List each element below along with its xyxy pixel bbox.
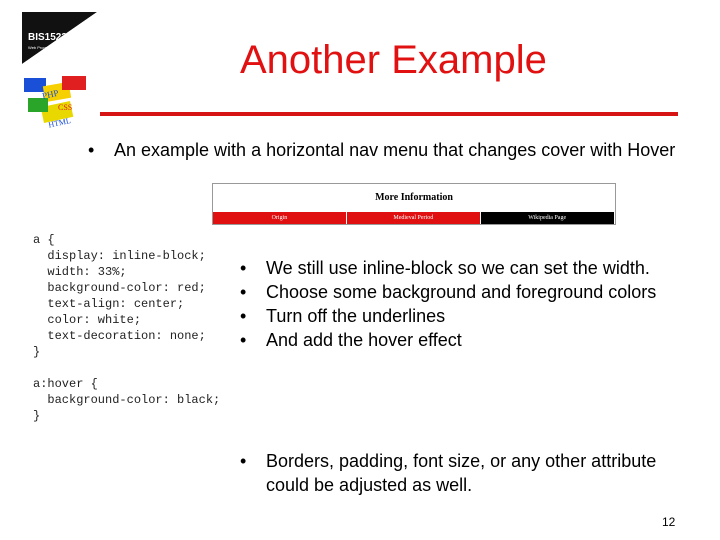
course-logo: [22, 12, 97, 132]
intro-bullet: • An example with a horizontal nav menu that changes cover with Hover: [84, 138, 694, 162]
code-line: background-color: black;: [33, 393, 221, 407]
code-line: a:hover {: [33, 377, 98, 391]
nav-example-heading: More Information: [375, 192, 453, 203]
nav-example-bar: [213, 212, 615, 224]
detail-bullet: • Choose some background and foreground colors: [236, 280, 676, 304]
detail-bullet: • And add the hover effect: [236, 328, 676, 352]
detail-bullet: • We still use inline-block so we can set the width.: [236, 256, 676, 280]
logo-course-code: BIS1523: [28, 32, 67, 43]
nav-example-link-medieval: Medieval Period: [347, 212, 481, 224]
title-underline: [100, 112, 678, 116]
code-line: color: white;: [33, 313, 142, 327]
code-line: background-color: red;: [33, 281, 206, 295]
page-number: 12: [662, 515, 676, 529]
detail-bullet: • Turn off the underlines: [236, 304, 676, 328]
nav-menu-example-image: [212, 183, 616, 225]
code-line: text-decoration: none;: [33, 329, 206, 343]
brick-label-html: HTML: [47, 116, 72, 130]
css-code-block: [33, 232, 220, 424]
code-line: text-align: center;: [33, 297, 185, 311]
lego-bricks-icon: [22, 70, 97, 132]
brick-label-css: CSS: [58, 103, 73, 112]
code-line: }: [33, 409, 41, 423]
final-bullet-list: [236, 449, 676, 497]
nav-example-link-wikipedia: Wikipedia Page: [481, 212, 615, 224]
code-line: display: inline-block;: [33, 249, 206, 263]
code-line: a {: [33, 233, 55, 247]
nav-example-link-origin: Origin: [213, 212, 347, 224]
intro-bullet-list: [84, 138, 694, 162]
final-bullet: • Borders, padding, font size, or any other attribute could be adjusted as well.: [236, 449, 676, 497]
logo-subtitle: Web Programming 1: [28, 45, 65, 50]
detail-bullet-list: [236, 256, 676, 352]
slide-title: Another Example: [240, 38, 547, 82]
brick-label-php: PHP: [41, 87, 60, 101]
code-line: width: 33%;: [33, 265, 127, 279]
code-line: }: [33, 345, 41, 359]
